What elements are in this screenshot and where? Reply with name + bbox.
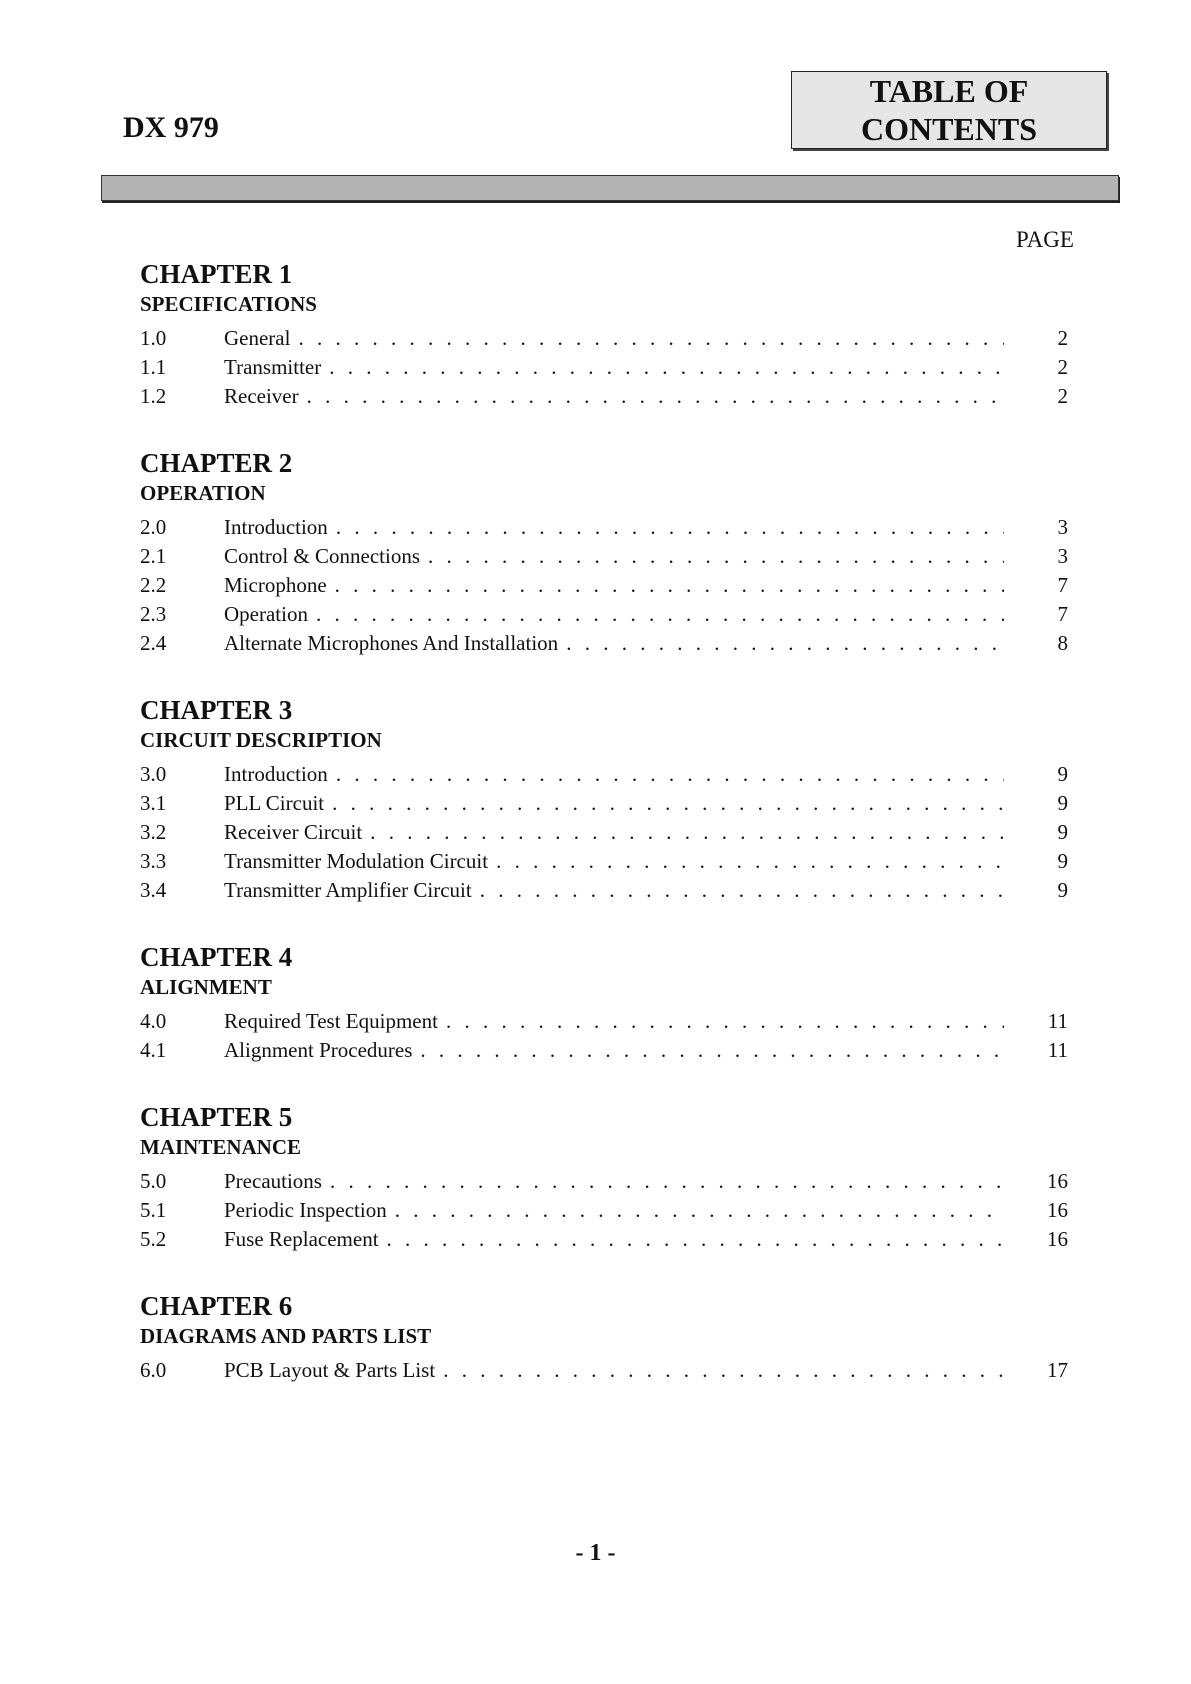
entry-page: 7: [1057, 602, 1068, 626]
entry-page: 9: [1057, 820, 1068, 844]
toc-entry: [140, 629, 1068, 658]
entry-page: 9: [1057, 762, 1068, 786]
entry-number: 1.1: [140, 355, 167, 379]
chapter-2: [140, 447, 1068, 658]
entry-page: 16: [1047, 1227, 1068, 1251]
entry-label: General: [224, 326, 291, 350]
entry-label: Receiver: [224, 384, 299, 408]
toc-entry: [140, 818, 1068, 847]
chapter-title: CHAPTER 1: [140, 259, 293, 289]
chapter-5: [140, 1101, 1068, 1254]
toc-entry: [140, 1225, 1068, 1254]
entry-number: 1.2: [140, 384, 167, 408]
entry-label: Introduction: [224, 762, 328, 786]
entry-number: 3.4: [140, 878, 167, 902]
toc-entry: [140, 571, 1068, 600]
chapter-3: [140, 694, 1068, 905]
entry-page: 16: [1047, 1198, 1068, 1222]
entry-label: Control & Connections: [224, 544, 420, 568]
entry-number: 2.2: [140, 573, 167, 597]
entry-number: 6.0: [140, 1358, 167, 1382]
chapter-title: CHAPTER 2: [140, 448, 293, 478]
page-title-box: [791, 71, 1107, 149]
entry-number: 3.2: [140, 820, 167, 844]
header-divider-bar: [101, 175, 1119, 201]
dot-leader: [316, 600, 1004, 629]
dot-leader: [496, 847, 1004, 876]
entry-page: 9: [1057, 791, 1068, 815]
entry-label: Transmitter: [224, 355, 322, 379]
dot-leader: [336, 513, 1004, 542]
entry-page: 2: [1057, 355, 1068, 379]
toc-entry: [140, 513, 1068, 542]
entry-number: 5.2: [140, 1227, 167, 1251]
dot-leader: [330, 1167, 1004, 1196]
entry-number: 2.1: [140, 544, 167, 568]
dot-leader: [336, 760, 1004, 789]
entry-label: Microphone: [224, 573, 327, 597]
dot-leader: [480, 876, 1004, 905]
chapter-title: CHAPTER 4: [140, 942, 293, 972]
entry-label: Operation: [224, 602, 308, 626]
dot-leader: [298, 324, 1004, 353]
entry-label: Transmitter Amplifier Circuit: [224, 878, 472, 902]
entry-page: 11: [1047, 1038, 1068, 1062]
entry-label: Transmitter Modulation Circuit: [224, 849, 489, 873]
dot-leader: [395, 1196, 1004, 1225]
dot-leader: [443, 1356, 1004, 1385]
toc-entry: [140, 760, 1068, 789]
entry-page: 3: [1057, 544, 1068, 568]
entry-number: 2.3: [140, 602, 167, 626]
toc-entry: [140, 1007, 1068, 1036]
chapter-subtitle: MAINTENANCE: [140, 1135, 302, 1159]
entry-label: PCB Layout & Parts List: [224, 1358, 436, 1382]
chapter-subtitle: SPECIFICATIONS: [140, 292, 317, 316]
table-of-contents: [140, 258, 1068, 1421]
entry-number: 3.3: [140, 849, 167, 873]
toc-entry: [140, 1196, 1068, 1225]
toc-entry: [140, 600, 1068, 629]
entry-label: Fuse Replacement: [224, 1227, 379, 1251]
toc-entry: [140, 542, 1068, 571]
entry-label: Periodic Inspection: [224, 1198, 387, 1222]
chapter-subtitle: CIRCUIT DESCRIPTION: [140, 728, 382, 752]
dot-leader: [420, 1036, 1004, 1065]
dot-leader: [335, 571, 1004, 600]
entry-page: 9: [1057, 878, 1068, 902]
toc-entry: [140, 1356, 1068, 1385]
entry-page: 17: [1047, 1358, 1068, 1382]
chapter-subtitle: ALIGNMENT: [140, 975, 272, 999]
dot-leader: [307, 382, 1004, 411]
entry-page: 9: [1057, 849, 1068, 873]
entry-number: 1.0: [140, 326, 167, 350]
entry-label: Required Test Equipment: [224, 1009, 438, 1033]
dot-leader: [566, 629, 1004, 658]
entry-page: 3: [1057, 515, 1068, 539]
toc-entry: [140, 1167, 1068, 1196]
entry-label: Introduction: [224, 515, 328, 539]
dot-leader: [387, 1225, 1004, 1254]
chapter-title: CHAPTER 6: [140, 1291, 293, 1321]
page-title-line-2: CONTENTS: [860, 111, 1038, 147]
dot-leader: [428, 542, 1004, 571]
toc-entry: [140, 789, 1068, 818]
dot-leader: [332, 789, 1004, 818]
entry-page: 11: [1047, 1009, 1068, 1033]
entry-page: 16: [1047, 1169, 1068, 1193]
dot-leader: [370, 818, 1004, 847]
entry-label: Alignment Procedures: [224, 1038, 413, 1062]
entry-page: 7: [1057, 573, 1068, 597]
page-number: - 1 -: [575, 1540, 616, 1566]
chapter-1: [140, 258, 1068, 411]
chapter-title: CHAPTER 5: [140, 1102, 293, 1132]
entry-label: PLL Circuit: [224, 791, 325, 815]
entry-number: 3.0: [140, 762, 167, 786]
entry-label: Precautions: [224, 1169, 322, 1193]
chapter-title: CHAPTER 3: [140, 695, 293, 725]
entry-number: 2.0: [140, 515, 167, 539]
chapter-4: [140, 941, 1068, 1065]
entry-label: Alternate Microphones And Installation: [224, 631, 559, 655]
chapter-6: [140, 1290, 1068, 1385]
page-column-label: PAGE: [1016, 227, 1074, 252]
entry-page: 2: [1057, 384, 1068, 408]
entry-number: 2.4: [140, 631, 167, 655]
chapter-subtitle: DIAGRAMS AND PARTS LIST: [140, 1324, 432, 1348]
model-name: DX 979: [123, 111, 219, 144]
entry-page: 2: [1057, 326, 1068, 350]
entry-number: 4.0: [140, 1009, 167, 1033]
toc-entry: [140, 382, 1068, 411]
entry-label: Receiver Circuit: [224, 820, 363, 844]
toc-entry: [140, 324, 1068, 353]
entry-number: 5.1: [140, 1198, 167, 1222]
chapter-subtitle: OPERATION: [140, 481, 266, 505]
toc-entry: [140, 1036, 1068, 1065]
toc-entry: [140, 353, 1068, 382]
dot-leader: [446, 1007, 1004, 1036]
page-title-line-1: TABLE OF: [869, 73, 1029, 109]
toc-entry: [140, 847, 1068, 876]
entry-page: 8: [1057, 631, 1068, 655]
toc-entry: [140, 876, 1068, 905]
entry-number: 3.1: [140, 791, 167, 815]
entry-number: 5.0: [140, 1169, 167, 1193]
dot-leader: [329, 353, 1004, 382]
entry-number: 4.1: [140, 1038, 167, 1062]
